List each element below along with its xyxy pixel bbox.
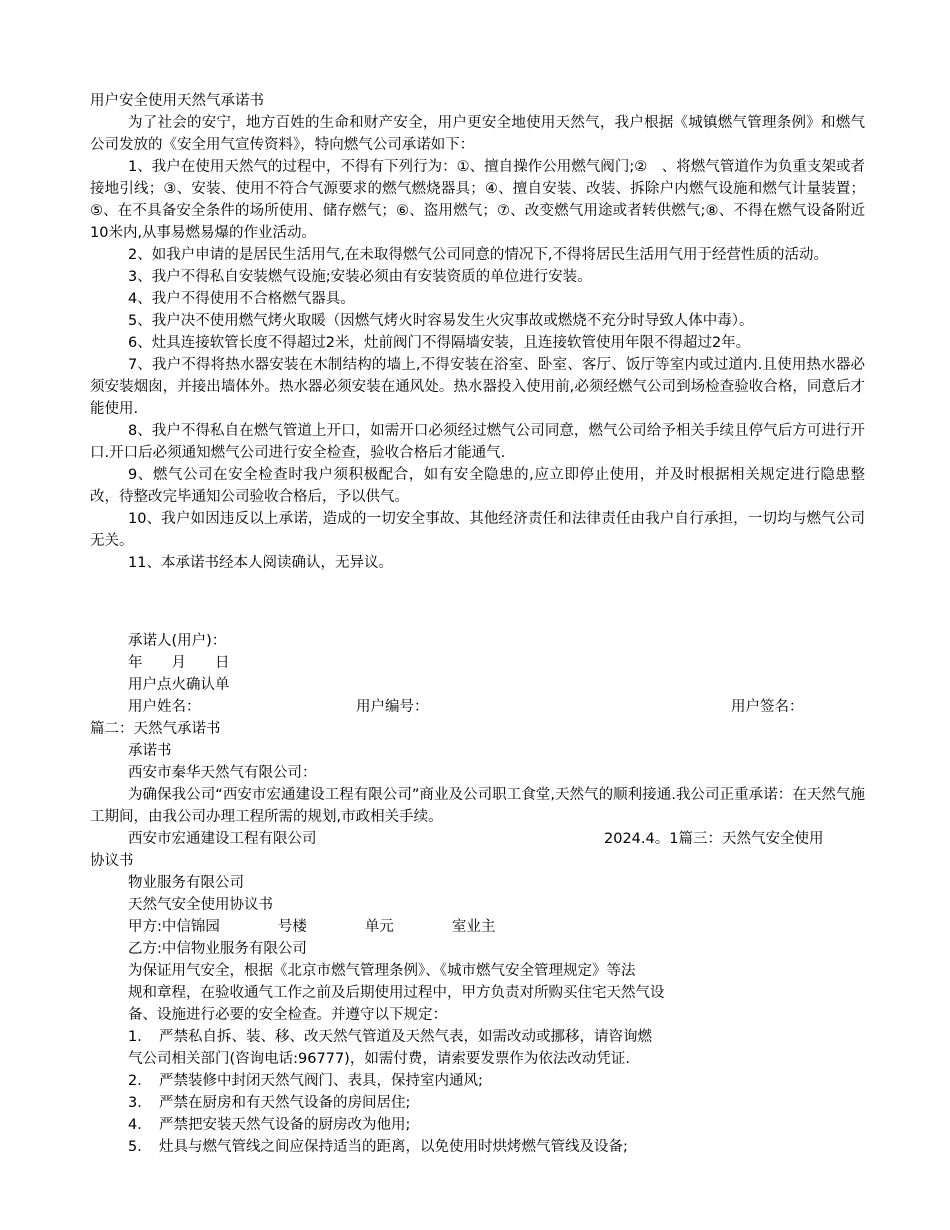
clause-2: 2、如我户申请的是居民生活用气,在未取得燃气公司同意的情况下,不得将居民生活用气用于经营性质的活动。 <box>128 247 828 263</box>
clause-5: 5、我户决不使用燃气烤火取暖（因燃气烤火时容易发生火灾事故或燃烧不充分时导致人体中毒）。 <box>128 313 754 329</box>
clause-7: 7、我户不得将热水器安装在木制结构的墙上,不得安装在浴室、卧室、客厅、饭厅等室内或过道内.且使用热水器必须安装烟囱，并接出墙体外。热水器必须安装在通风处。热水器投入使用前,必须经燃气公司到场检查验收合格，同意后才能使用. <box>90 357 865 417</box>
party-b: 乙方:中信物业服务有限公司 <box>128 941 307 957</box>
part3-heading-tail: 协议书 <box>90 853 134 869</box>
part2-date: 2024.4。1篇三：天然气安全使用 <box>604 831 824 847</box>
clause-11: 11、本承诺书经本人阅读确认，无异议。 <box>128 555 393 571</box>
user-number-field-label: 用户编号： <box>356 699 429 715</box>
ignition-confirmation-title: 用户点火确认单 <box>128 677 230 693</box>
clause-3: 3、我户不得私自安装燃气设施;安装必须由有安装资质的单位进行安装。 <box>128 269 592 285</box>
rule-5: 5． 灶具与燃气管线之间应保持适当的距离，以免使用时烘烤燃气管线及设备; <box>128 1139 628 1155</box>
clause-10: 10、我户如因违反以上承诺，造成的一切安全事故、其他经济责任和法律责任由我户自行承担，一切均与燃气公司无关。 <box>90 511 865 549</box>
commitment-body <box>90 112 865 574</box>
party-a: 甲方:中信锦园 号楼 单元 室业主 <box>128 919 496 935</box>
rule-2: 2． 严禁装修中封闭天然气阀门、表具，保持室内通风; <box>128 1073 483 1089</box>
rule-3: 3． 严禁在厨房和有天然气设备的房间居住; <box>128 1095 411 1111</box>
clause-4: 4、我户不得使用不合格燃气器具。 <box>128 291 355 307</box>
part3-title: 天然气安全使用协议书 <box>128 897 273 913</box>
clause-9: 9、燃气公司在安全检查时我户须积极配合，如有安全隐患的,应立即停止使用，并及时根据相关规定进行隐患整改，待整改完毕通知公司验收合格后，予以供气。 <box>90 467 865 505</box>
user-name-field-label: 用户姓名： <box>128 699 201 715</box>
user-signature-field-label: 用户签名： <box>731 699 804 715</box>
agreement-intro-line-2: 规和章程，在验收通气工作之前及后期使用过程中，甲方负责对所购买住宅天然气设 <box>128 985 665 1001</box>
part2-body <box>90 784 865 828</box>
clause-6: 6、灶具连接软管长度不得超过2米，灶前阀门不得隔墙安装，且连接软管使用年限不得超过2年。 <box>128 335 751 351</box>
agreement-intro-line-1: 为保证用气安全，根据《北京市燃气管理条例》、《城市燃气安全管理规定》等法 <box>128 963 636 979</box>
document-title: 用户安全使用天然气承诺书 <box>90 93 264 109</box>
rule-1-line-1: 1． 严禁私自拆、装、移、改天然气管道及天然气表，如需改动或挪移，请咨询燃 <box>128 1029 652 1045</box>
part2-title: 承诺书 <box>128 743 172 759</box>
agreement-intro-line-3: 备、设施进行必要的安全检查。并遵守以下规定： <box>128 1007 447 1023</box>
part2-heading: 篇二：天然气承诺书 <box>90 721 221 737</box>
date-line: 年 月 日 <box>128 655 230 671</box>
part3-company: 物业服务有限公司 <box>128 875 244 891</box>
part2-addressee: 西安市秦华天然气有限公司： <box>128 765 317 781</box>
part2-company: 西安市宏通建设工程有限公司 <box>128 831 317 847</box>
intro-paragraph: 为了社会的安宁，地方百姓的生命和财产安全，用户更安全地使用天然气，我户根据《城镇燃气管理条例》和燃气公司发放的《安全用气宣传资料》，特向燃气公司承诺如下： <box>90 115 865 153</box>
clause-8: 8、我户不得私自在燃气管道上开口，如需开口必须经过燃气公司同意，燃气公司给予相关手续且停气后方可进行开口.开口后必须通知燃气公司进行安全检查，验收合格后才能通气. <box>90 423 865 461</box>
rule-1-line-2: 气公司相关部门(咨询电话:96777)，如需付费，请索要发票作为依法改动凭证. <box>128 1051 630 1067</box>
part2-body-text: 为确保我公司“西安市宏通建设工程有限公司”商业及公司职工食堂,天然气的顺利接通.我公司正重承诺：在天然气施工期间，由我公司办理工程所需的规划,市政相关手续。 <box>90 787 865 825</box>
signer-label: 承诺人(用户)： <box>128 633 227 649</box>
clause-1: 1、我户在使用天然气的过程中，不得有下列行为：①、擅自操作公用燃气阀门;② 、将燃气管道作为负重支架或者接地引线；③、安装、使用不符合气源要求的燃气燃烧器具；④、擅自安装、改装、拆除户内燃气设施和燃气计量装置；⑤、在不具备安全条件的场所使用、储存燃气；⑥、盗用燃气；⑦、改变燃气用途或者转供燃气;⑧、不得在燃气设备附近10米内,从事易燃易爆的作业活动。 <box>90 159 865 241</box>
rule-4: 4． 严禁把安装天然气设备的厨房改为他用; <box>128 1117 411 1133</box>
